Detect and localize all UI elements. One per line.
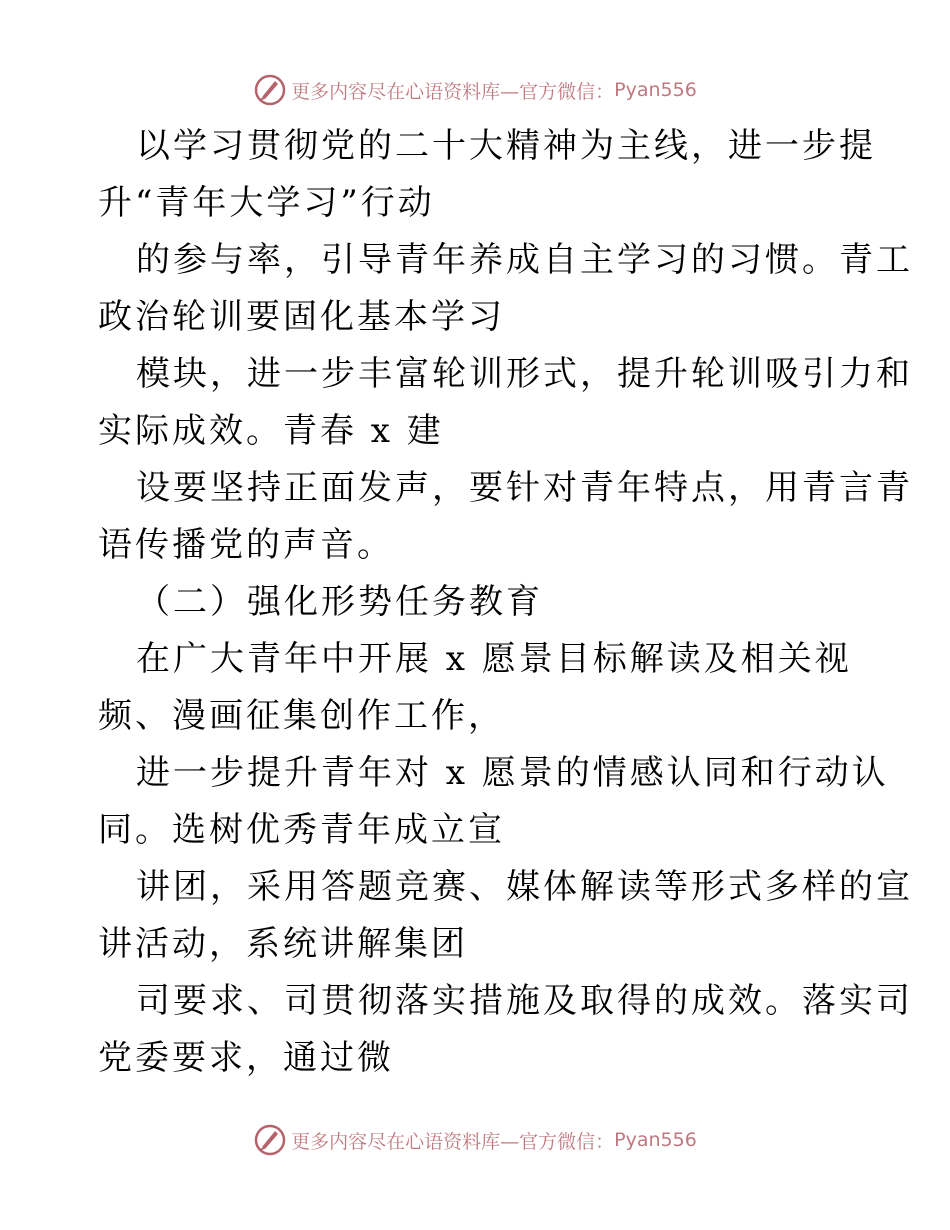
text-line: 同。选树优秀青年成立宣 [98, 810, 505, 850]
text-line: 频、漫画征集创作工作， [98, 696, 505, 736]
section-heading: （二）强化形势任务教育 [136, 582, 543, 622]
watermark-wechat-id: Pyan556 [614, 1129, 697, 1151]
text-line: 政治轮训要固化基本学习 [98, 297, 505, 337]
text-line: 实际成效。青春 x 建 [98, 411, 444, 451]
text-line: 模块，进一步丰富轮训形式，提升轮训吸引力和 [136, 354, 913, 394]
watermark-brand-text: 更多内容尽在心语资料库—官方微信： [291, 80, 615, 103]
text-line: 党委要求，通过微 [98, 1038, 394, 1078]
watermark-brand-text: 更多内容尽在心语资料库—官方微信： [291, 1130, 615, 1153]
text-line: 在广大青年中开展 x 愿景目标解读及相关视 [136, 639, 852, 679]
text-line: 司要求、司贯彻落实措施及取得的成效。落实司 [136, 981, 913, 1021]
header-watermark [0, 70, 950, 110]
text-line: 以学习贯彻党的二十大精神为主线，进一步提 [136, 126, 876, 166]
text-line: 升“青年大学习”行动 [98, 183, 435, 223]
quill-seal-icon [253, 73, 287, 107]
text-line: 讲活动，系统讲解集团 [98, 924, 468, 964]
watermark-wechat-id: Pyan556 [614, 79, 697, 101]
text-line: 讲团，采用答题竞赛、媒体解读等形式多样的宣 [136, 867, 913, 907]
document-body [98, 118, 913, 1087]
text-line: 语传播党的声音。 [98, 525, 394, 565]
quill-seal-icon [253, 1123, 287, 1157]
footer-watermark [0, 1120, 950, 1160]
text-line: 的参与率，引导青年养成自主学习的习惯。青工 [136, 240, 913, 280]
text-line: 设要坚持正面发声，要针对青年特点，用青言青 [136, 468, 913, 508]
text-line: 进一步提升青年对 x 愿景的情感认同和行动认 [136, 753, 889, 793]
